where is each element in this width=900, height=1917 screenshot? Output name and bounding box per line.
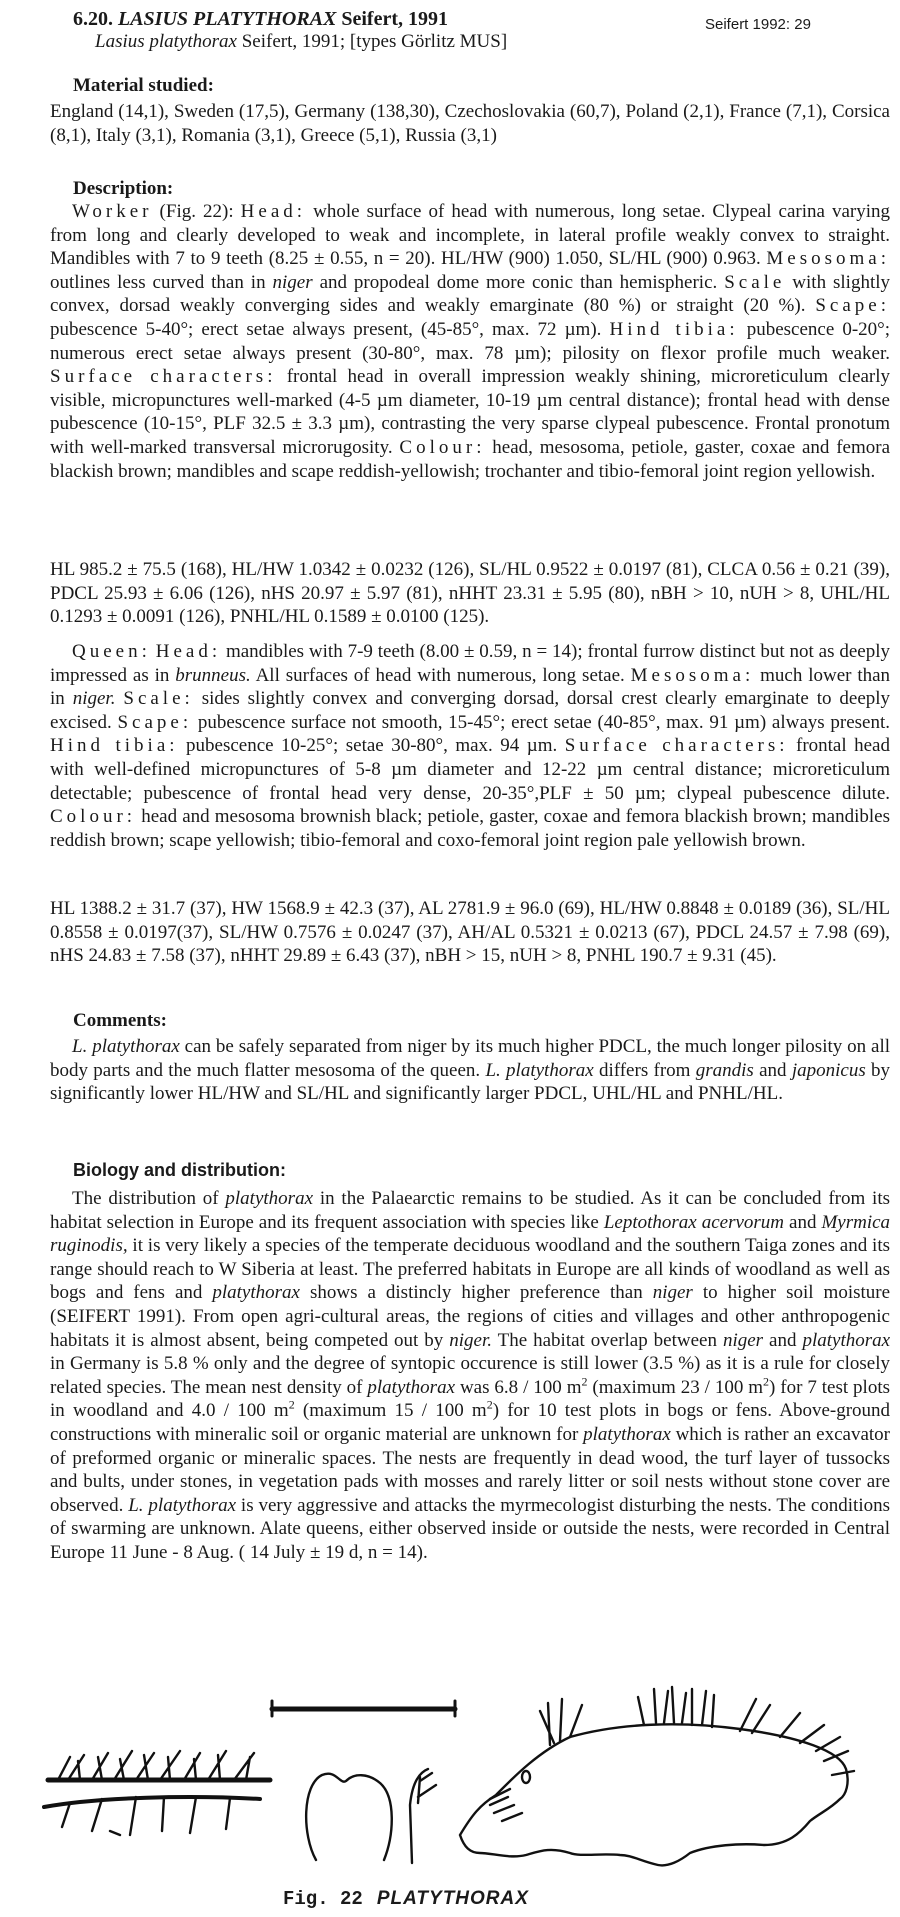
species-author: Seifert, 1991: [341, 8, 449, 30]
figure-species: PLATYTHORAX: [376, 1888, 529, 1909]
synonymy-line: [95, 31, 507, 53]
description-heading: Description:: [73, 178, 174, 199]
worker-measurements: HL 985.2 ± 75.5 (168), HL/HW 1.0342 ± 0.0232 (126), SL/HL 0.9522 ± 0.0197 (81), CLCA 0.56 ± 0.21 (39), PDCL 25.93 ± 6.06 (126), nHS 20.97 ± 5.97 (81), nHHT 23.31 ± 5.95 (80), nBH > 10, nUH > 8, UHL/HL 0.1293 ± 0.0091 (126), PNHL/HL 0.1589 ± 0.0100 (125).: [50, 559, 890, 628]
synonym-species: Lasius platythorax: [95, 31, 237, 52]
queen-description: Queen: Head: mandibles with 7-9 teeth (8.00 ± 0.59, n = 14); frontal furrow distinct but not as deeply impressed as in brunneus. All surfaces of head with numerous, long setae. Mesosoma: much lower than in niger. Scale: sides slightly convex and converging dorsad, dorsal crest clearly emarginate to deeply excised. Scape: pubescence surface not smooth, 15-45°; erect setae (40-85°, max. 91 µm) always present. Hind tibia: pubescence 10-25°; setae 30-80°, max. 94 µm. Surface characters: frontal head with well-defined micropunctures of 5-8 µm diameter and 12-22 µm central distance; microreticulum detectable; pubescence of frontal head very dense, 20-35°,PLF ± 50 µm; clypeal pubescence dilute. Colour: head and mesosoma brownish black; petiole, gaster, coxae and femora blackish brown; mandibles reddish brown; scape yellowish; tibio-femoral and coxo-femoral joint region pale yellowish brown.: [50, 641, 891, 851]
mesosoma-lateral-drawing: [460, 1687, 854, 1865]
figure-22-drawings: [40, 1685, 880, 1910]
material-text: England (14,1), Sweden (17,5), Germany (138,30), Czechoslovakia (60,7), Poland (2,1), France (7,1), Corsica (8,1), Italy (3,1), Romania (3,1), Greece (5,1), Russia (3,1): [50, 101, 890, 146]
section-number: 6.20.: [73, 8, 113, 30]
reference: Seifert 1992: 29: [705, 16, 811, 33]
synonym-rest: Seifert, 1991; [types Görlitz MUS]: [241, 31, 508, 52]
material-heading: Material studied:: [73, 75, 214, 96]
scale-bar: [272, 1701, 455, 1716]
worker-description: Worker (Fig. 22): Head: whole surface of head with numerous, long setae. Clypeal carina varying from long and clearly developed to weak and incomplete, in lateral profile weakly convex to straight. Mandibles with 7 to 9 teeth (8.25 ± 0.55, n = 20). HL/HW (900) 1.050, SL/HL (900) 0.963. Mesosoma: outlines less curved than in niger and propodeal dome more conic than hemispheric. Scale with slightly convex, dorsad weakly converging sides and weakly emarginate (80 %) or straight (20 %). Scape: pubescence 5-40°; erect setae always present, (45-85°, max. 72 µm). Hind tibia: pubescence 0-20°; numerous erect setae always present (30-80°, max. 78 µm); pilosity on flexor profile much weaker. Surface characters: frontal head in overall impression weakly shining, microreticulum clearly visible, micropunctures well-marked (4-5 µm diameter, 10-19 µm central distance); frontal head with dense pubescence (10-15°, PLF 32.5 ± 3.3 µm), contrasting the very sparse clypeal pubescence. Frontal pronotum with well-marked transversal microrugosity. Colour: head, mesosoma, petiole, gaster, coxae and femora blackish brown; mandibles and scape reddish-yellowish; trochanter and tibio-femoral joint region yellowish.: [50, 201, 891, 482]
figure-label: Fig. 22: [283, 1888, 363, 1910]
species-name: LASIUS PLATYTHORAX: [118, 8, 337, 30]
setae-drawing-dorsal: [48, 1751, 270, 1780]
setae-drawing-flexor: [44, 1797, 260, 1835]
comments-text: L. platythorax can be safely separated from niger by its much higher PDCL, the much longer pilosity on all body parts and the much flatter mesosoma of the queen. L. platythorax differs from grandis and japonicus by significantly lower HL/HW and SL/HL and significantly larger PDCL, UHL/HL and PNHL/HL.: [50, 1036, 891, 1105]
figure-caption: [283, 1888, 529, 1910]
scape-drawing: [410, 1769, 436, 1863]
biology-text: The distribution of platythorax in the Palaearctic remains to be studied. As it can be concluded from its habitat selection in Europe and its frequent association with species like Leptothorax acervorum and Myrmica ruginodis, it is very likely a species of the temperate deciduous woodland and the southern Taiga zones and its range should reach to W Siberia at least. The preferred habitats in Europe are all kinds of woodland as well as bogs and fens and platythorax shows a distincly higher preference than niger to higher soil moisture (SEIFERT 1991). From open agri-cultural areas, the regions of cities and villages and other anthropogenic habitats it is almost absent, being competed out by niger. The habitat overlap between niger and platythorax in Germany is 5.8 % only and the degree of syntopic occurence is still lower (3.5 %) as it is a rule for closely related species. The mean nest density of platythorax was 6.8 / 100 $m^2$ (maximum 23 / 100 $m^2$) for 7 test plots in woodland and 4.0 / 100 $m^2$ (maximum 15 / 100 $m^2$) for 10 test plots in bogs or fens. Above-ground constructions with mineralic soil or organic material are unknown for platythorax which is rather an excavator of preformed organic or mineralic spaces. The nests are frequently in dead wood, the turf layer of tussocks and bults, under stones, in vegetation pads with mosses and rarely litter or soil nests without stone cover are observed. L. platythorax is very aggressive and attacks the myrmecologist disturbing the nests. The conditions of swarming are unknown. Alate queens, either observed inside or outside the nests, were recorded in Central Europe 11 June - 8 Aug. ( 14 July ± 19 d, n = 14).: [50, 1188, 891, 1563]
comments-heading: Comments:: [73, 1010, 167, 1031]
species-title: [73, 8, 448, 31]
biology-heading: Biology and distribution:: [73, 1160, 286, 1180]
queen-measurements: HL 1388.2 ± 31.7 (37), HW 1568.9 ± 42.3 (37), AL 2781.9 ± 96.0 (69), HL/HW 0.8848 ± 0.0189 (36), SL/HL 0.8558 ± 0.0197(37), SL/HW 0.7576 ± 0.0247 (37), AH/AL 0.5321 ± 0.0213 (67), PDCL 24.57 ± 7.98 (69), nHS 24.83 ± 7.58 (37), nHHT 29.89 ± 6.43 (37), nBH > 15, nUH > 8, PNHL 190.7 ± 9.31 (45).: [50, 898, 890, 967]
petiole-scale-drawing: [306, 1774, 392, 1860]
